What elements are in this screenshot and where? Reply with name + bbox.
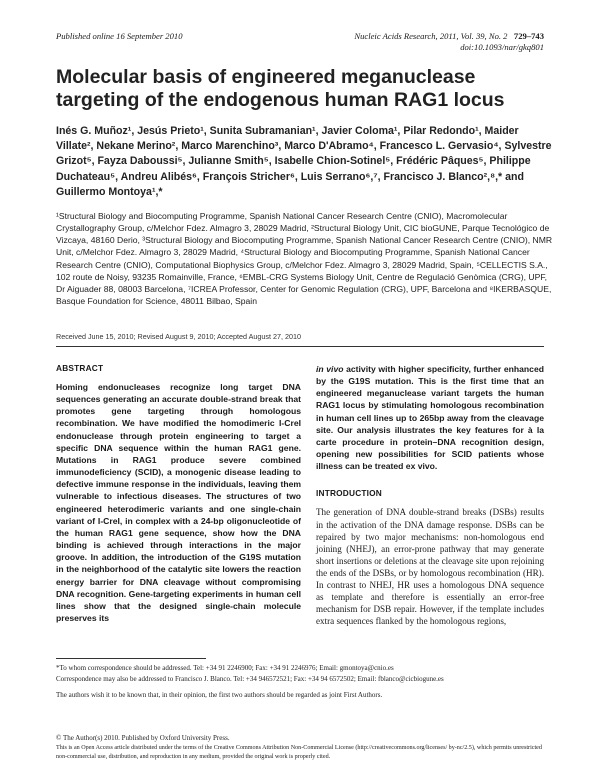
abstract-heading: ABSTRACT (56, 363, 104, 373)
correspondence-note-1: *To whom correspondence should be addressed. Tel: +34 91 2246900; Fax: +34 91 2246976; Email: gmontoya@cnio.es (56, 664, 394, 672)
introduction-text: The generation of DNA double-strand breaks (DSBs) results in the activation of the DNA damage response. DSBs can be repaired by two major mechanisms: non-homologous end joining (NHEJ), an error-prone pathway that may generate short insertions or deletions at the cleavage site upon rejoining the ends of the DSBs, or by homologous recombination (HR). In contrast to NHEJ, HR uses a homologous DNA sequence as template and therefore is essentially an error-free mechanism for DSB repair. However, if the template includes extra sequences flanked by the homologous regions, (316, 507, 544, 627)
affiliations: ¹Structural Biology and Biocomputing Programme, Spanish National Cancer Research Centre (CNIO), Macromolecular Crystallography Group, c/Melchor Fdez. Almagro 3, 28029 Madrid, ²Structural Biology Unit, CIC bioGUNE, Parque Tecnológico de Vizcaya, 48160 Derio, ³Structural Biology and Biocomputing Programme, Spanish National Cancer Research Centre (CNIO), NMR Unit, c/Melchor Fdez. Almagro 3, 28029 Madrid, ⁴Structural Biology and Biocomputing Programme, Spanish National Cancer Research Centre (CNIO), Computational Biophysics Group, c/Melchor Fdez. Almagro 3, 28029 Madrid, Spain, ⁵CELLECTIS S.A., 102 route de Noisy, 93235 Romainville, France, ⁶EMBL-CRG Systems Biology Unit, Centre de Regulació Genòmica (CRG), UPF, Dr Aiguader 88, 08003 Barcelona, ⁷ICREA Professor, Center for Genomic Regulation (CRG), UPF, Barcelona and ⁸IKERBASQUE, Basque Foundation for Science, 48011 Bilbao, Spain (56, 211, 553, 307)
abstract-text-left: Homing endonucleases recognize long target DNA sequences generating an accurate double-strand break that promotes gene targeting through homologous recombination. We have modified the homodimeric I-CreI endonuclease through protein engineering to target a specific DNA sequence within the human RAG1 gene. Mutations in RAG1 produce severe combined immunodeficiency (SCID), a monogenic disease leading to defective immune response in the individuals, leaving them vulnerable to infectious diseases. The structures of two engineered heterodimeric variants and one single-chain variant of I-CreI, in complex with a 24-bp oligonucleotide of the human RAG1 gene sequence, show how the DNA binding is achieved through interactions in the major groove. In addition, the introduction of the G19S mutation in the neighborhood of the catalytic site lowers the reaction energy barrier for DNA cleavage without compromising DNA recognition. Gene-targeting experiments in human cell lines show that the designed single-chain molecule preserves its (56, 382, 301, 623)
introduction-heading: INTRODUCTION (316, 488, 383, 499)
journal-header (354, 31, 544, 53)
divider-top (56, 346, 544, 347)
joint-authors-note: The authors wish it to be known that, in their opinion, the first two authors should be regarded as joint First Authors. (56, 691, 383, 699)
abstract-text-right (316, 363, 544, 472)
abstract-text-right-body: activity with higher specificity, further enhanced by the G19S mutation. This is the first time that an engineered meganuclease variant targets the human RAG1 locus by stimulating homologous recombination in human cell lines up to 265bp away from the cleavage site. Our analysis illustrates the key features for à la carte procedure in protein–DNA recognition design, opening new possibilities for SCID patients whose illness can be treated ex vivo. (316, 364, 544, 472)
copyright: © The Author(s) 2010. Published by Oxford University Press. (56, 734, 230, 742)
doi: doi:10.1093/nar/gkq801 (460, 42, 544, 52)
page-range: 729–743 (513, 31, 544, 41)
right-column (316, 363, 544, 627)
published-date: Published online 16 September 2010 (56, 31, 183, 41)
author-list: Inés G. Muñoz¹, Jesús Prieto¹, Sunita Subramanian¹, Javier Coloma¹, Pilar Redondo¹, Maider Villate², Nekane Merino², Marco Marenchino³, Marco D'Abramo⁴, Francesco L. Gervasio⁴, Sylvestre Grizot⁵, Fayza Daboussi⁵, Julianne Smith⁵, Isabelle Chion-Sotinel⁵, Frédéric Pâques⁵, Philippe Duchateau⁵, Andreu Alibés⁶, François Stricher⁶, Luis Serrano⁶,⁷, Francisco J. Blanco²,⁸,* and Guillermo Montoya¹,* (56, 125, 552, 198)
correspondence-note-2: Correspondence may also be addressed to Francisco J. Blanco. Tel: +34 946572521; Fax: +34 94 6572502; Email: fblanco@cicbiogune.es (56, 675, 444, 683)
journal-citation: Nucleic Acids Research, 2011, Vol. 39, No. 2 (354, 31, 508, 41)
license-text: This is an Open Access article distributed under the terms of the Creative Commons Attribution Non-Commercial License (http://creativecommons.org/licenses/ by-nc/2.5), which permits unrestricted non-commercial use, distribution, and reproduction in any medium, provided the original work is properly cited. (56, 745, 542, 760)
footnote-divider (56, 658, 206, 659)
paper-title: Molecular basis of engineered meganuclease targeting of the endogenous human RAG1 locus (56, 66, 505, 111)
left-column (56, 363, 301, 624)
abstract-emphasis: in vivo (316, 364, 344, 374)
received-dates: Received June 15, 2010; Revised August 9, 2010; Accepted August 27, 2010 (56, 332, 301, 341)
